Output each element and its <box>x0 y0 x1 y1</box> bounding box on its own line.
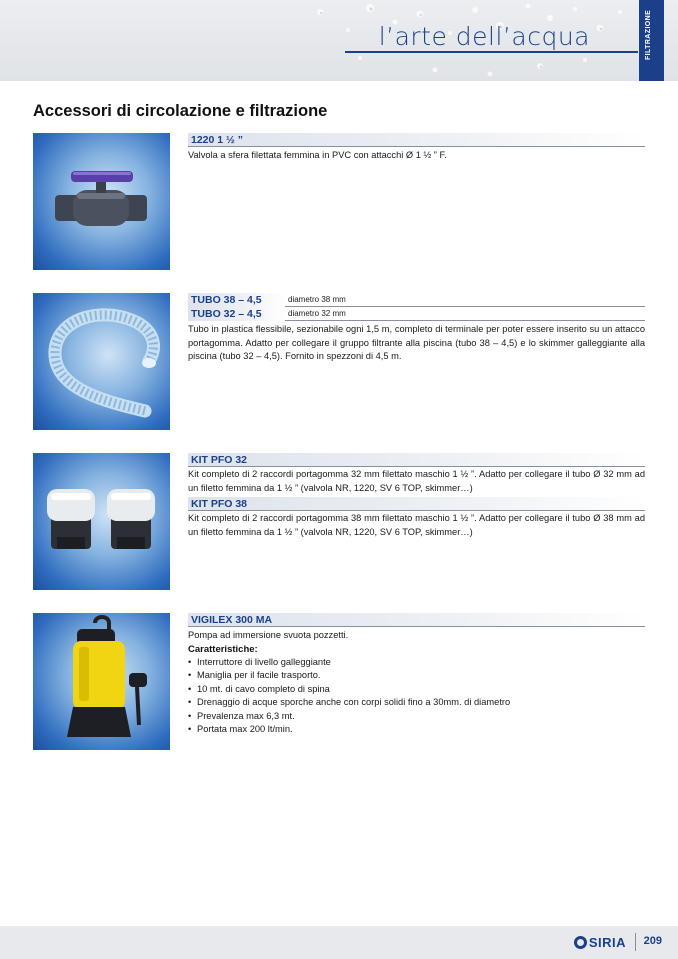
list-item: • Maniglia per il facile trasporto. <box>188 669 645 683</box>
product-description: Pompa ad immersione svuota pozzetti. <box>188 630 349 640</box>
features-title: Caratteristiche: <box>188 643 258 655</box>
page-number-divider <box>635 933 636 951</box>
product-description: Valvola a sfera filettata femmina in PVC con attacchi Ø 1 ½ ” F. <box>188 150 447 160</box>
page-number: 209 <box>643 935 662 947</box>
list-item: • Drenaggio di acque sporche anche con corpi solidi fino a 30mm. di diametro <box>188 696 645 710</box>
section-tab-label: FILTRAZIONE <box>645 9 652 60</box>
list-item: • Portata max 200 lt/min. <box>188 723 645 737</box>
list-item: • Prevalenza max 6,3 mt. <box>188 710 645 724</box>
product-description: Kit completo di 2 raccordi portagomma 38 mm filettato maschio 1 ½ ”. Adatto per collegare il tubo Ø 38 mm ad un filetto femmina da 1 ½ ” (valvola NR, 1220, SV 6 TOP, skimmer…) <box>188 513 645 537</box>
list-item: • Interruttore di livello galleggiante <box>188 656 645 670</box>
logo-text: SIRIA <box>588 934 626 950</box>
section-tab <box>639 0 664 81</box>
pump-image <box>33 613 170 750</box>
list-item: • 10 mt. di cavo completo di spina <box>188 683 645 697</box>
page-title: Accessori di circolazione e filtrazione <box>33 102 328 120</box>
hose-diameter: diametro 38 mm <box>288 295 346 304</box>
hose-info <box>188 293 645 364</box>
product-code: TUBO 32 – 4,5 <box>188 307 285 321</box>
product-description: Tubo in plastica flessibile, sezionabile ogni 1,5 m, completo di terminale per poter essere inserito su un attacco portagomma. Adatto per collegare il gruppo filtrante alla piscina (tubo 38 – 4,5) e lo skimmer galleggiante alla piscina (tubo 32 – 4,5). Fornito in spezzoni di 4,5 m. <box>188 324 645 361</box>
company-logo <box>574 934 626 950</box>
kit-image <box>33 453 170 590</box>
hose-diameter: diametro 32 mm <box>288 309 346 318</box>
valve-image <box>33 133 170 270</box>
brand-underline <box>345 51 638 53</box>
hose-code-row-32 <box>188 307 645 321</box>
brand-title: l’arte dell’acqua <box>378 22 590 51</box>
pump-info <box>188 613 645 737</box>
hose-code-row-38 <box>188 293 645 307</box>
product-code: VIGILEX 300 MA <box>188 613 645 627</box>
hose-image <box>33 293 170 430</box>
product-code: TUBO 38 – 4,5 <box>188 293 285 307</box>
product-code: 1220 1 ½ ” <box>188 133 645 147</box>
product-code: KIT PFO 32 <box>188 453 645 467</box>
logo-ring-icon <box>574 936 587 949</box>
kit-info <box>188 453 645 539</box>
valve-info <box>188 133 645 163</box>
page-header <box>0 0 678 81</box>
features-list <box>188 656 645 737</box>
product-description: Kit completo di 2 raccordi portagomma 32 mm filettato maschio 1 ½ ”. Adatto per collegare il tubo Ø 32 mm ad un filetto femmina da 1 ½ ” (valvola NR, 1220, SV 6 TOP, skimmer…) <box>188 469 645 493</box>
product-code: KIT PFO 38 <box>188 497 645 511</box>
